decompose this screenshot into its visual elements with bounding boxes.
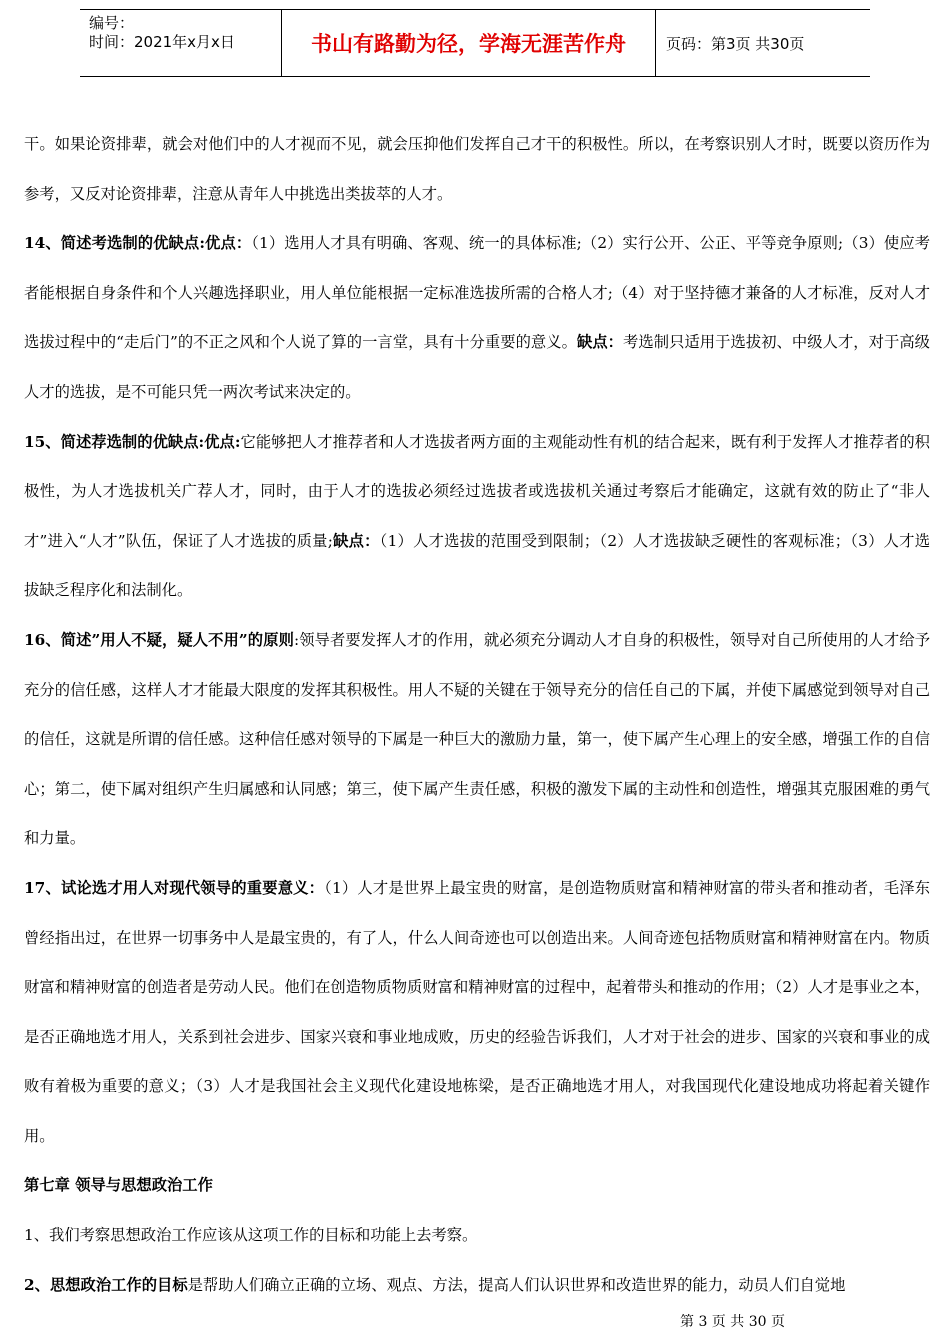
bold-text: 17、试论选才用人对现代领导的重要意义： bbox=[24, 878, 325, 897]
paragraph bbox=[24, 418, 930, 616]
bold-text: 缺点： bbox=[576, 333, 624, 352]
body-text: （1）人才选拔的范围受到限制；（2）人才选拔缺乏硬性的客观标准；（3）人才选拔缺乏程序化和法制化。 bbox=[24, 531, 930, 600]
time-label: 时间：2021年x月x日 bbox=[89, 33, 235, 51]
body-text: 1、我们考察思想政治工作应该从这项工作的目标和功能上去考察。 bbox=[24, 1226, 478, 1245]
bold-text: 16、简述”用人不疑，疑人不用”的原则 bbox=[24, 630, 294, 649]
document-body bbox=[24, 120, 930, 1310]
page-header bbox=[80, 9, 870, 77]
bold-text: 14、简述考选制的优缺点:优点： bbox=[24, 234, 252, 253]
paragraph bbox=[24, 864, 930, 1162]
body-text: 它能够把人才推荐者和人才选拔者两方面的主观能动性有机的结合起来，既有利于发挥人才推荐者的积极性，为人才选拔机关广荐人才，同时，由于人才的选拔必须经过选拔者或选拔机关通过考察后才能确定，这就有效的防止了“非人才”进入“人才”队伍，保证了人才选拔的质量; bbox=[24, 432, 930, 550]
body-text: （1）人才是世界上最宝贵的财富，是创造物质财富和精神财富的带头者和推动者，毛泽东曾经指出过，在世界一切事务中人是最宝贵的，有了人，什么人间奇迹也可以创造出来。人间奇迹包括物质财富和精神财富在内。物质财富和精神财富的创造者是劳动人民。他们在创造物质物质财富和精神财富的过程中，起着带头和推动的作用；（2）人才是事业之本，是否正确地选才用人，关系到社会进步、国家兴衰和事业地成败，历史的经验告诉我们，人才对于社会的进步、国家的兴衰和事业的成败有着极为重要的意义；（3）人才是我国社会主义现代化建设地栋梁，是否正确地选才用人，对我国现代化建设地成功将起着关键作用。 bbox=[24, 878, 930, 1145]
bold-text: 15、简述荐选制的优缺点:优点: bbox=[24, 432, 241, 451]
header-meta bbox=[80, 10, 282, 76]
bold-text: 2、思想政治工作的目标 bbox=[24, 1275, 188, 1294]
paragraph bbox=[24, 1161, 930, 1211]
bold-text: 第七章 领导与思想政治工作 bbox=[24, 1176, 213, 1195]
body-text: （1）选用人才具有明确、客观、统一的具体标准;（2）实行公开、公正、平等竞争原则;（3）使应考者能根据自身条件和个人兴趣选择职业，用人单位能根据一定标准选拔所需的合格人才;（4）对于坚持德才兼备的人才标准，反对人才选拔过程中的“走后门”的不正之风和个人说了算的一言堂，具有十分重要的意义。 bbox=[24, 234, 931, 352]
bold-text: 缺点： bbox=[332, 531, 380, 550]
paragraph bbox=[24, 1261, 930, 1311]
page-footer: 第 3 页 共 30 页 bbox=[680, 1314, 785, 1330]
paragraph bbox=[24, 616, 930, 864]
paragraph bbox=[24, 120, 930, 219]
paragraph bbox=[24, 1211, 930, 1261]
body-text: 干。如果论资排辈，就会对他们中的人才视而不见，就会压抑他们发挥自己才干的积极性。所以，在考察识别人才时，既要以资历作为参考，又反对论资排辈，注意从青年人中挑选出类拔萃的人才。 bbox=[24, 135, 930, 203]
body-text: :领导者要发挥人才的作用，就必须充分调动人才自身的积极性，领导对自己所使用的人才给予充分的信任感，这样人才才能最大限度的发挥其积极性。用人不疑的关键在于领导充分的信任自己的下属，并使下属感觉到领导对自己的信任，这就是所谓的信任感。这种信任感对领导的下属是一种巨大的激励力量，第一，使下属产生心理上的安全感，增强工作的自信心；第二，使下属对组织产生归属感和认同感；第三，使下属产生责任感，积极的激发下属的主动性和创造性，增强其克服困难的勇气和力量。 bbox=[24, 630, 930, 848]
header-page-label: 页码：第3页 共30页 bbox=[666, 34, 805, 53]
body-text: 考选制只适用于选拔初、中级人才，对于高级人才的选拔，是不可能只凭一两次考试来决定的。 bbox=[24, 333, 930, 401]
number-label: 编号： bbox=[89, 14, 135, 32]
header-motto: 书山有路勤为径，学海无涯苦作舟 bbox=[282, 10, 656, 76]
paragraph bbox=[24, 219, 930, 417]
body-text: 是帮助人们确立正确的立场、观点、方法，提高人们认识世界和改造世界的能力，动员人们自觉地 bbox=[187, 1275, 846, 1294]
